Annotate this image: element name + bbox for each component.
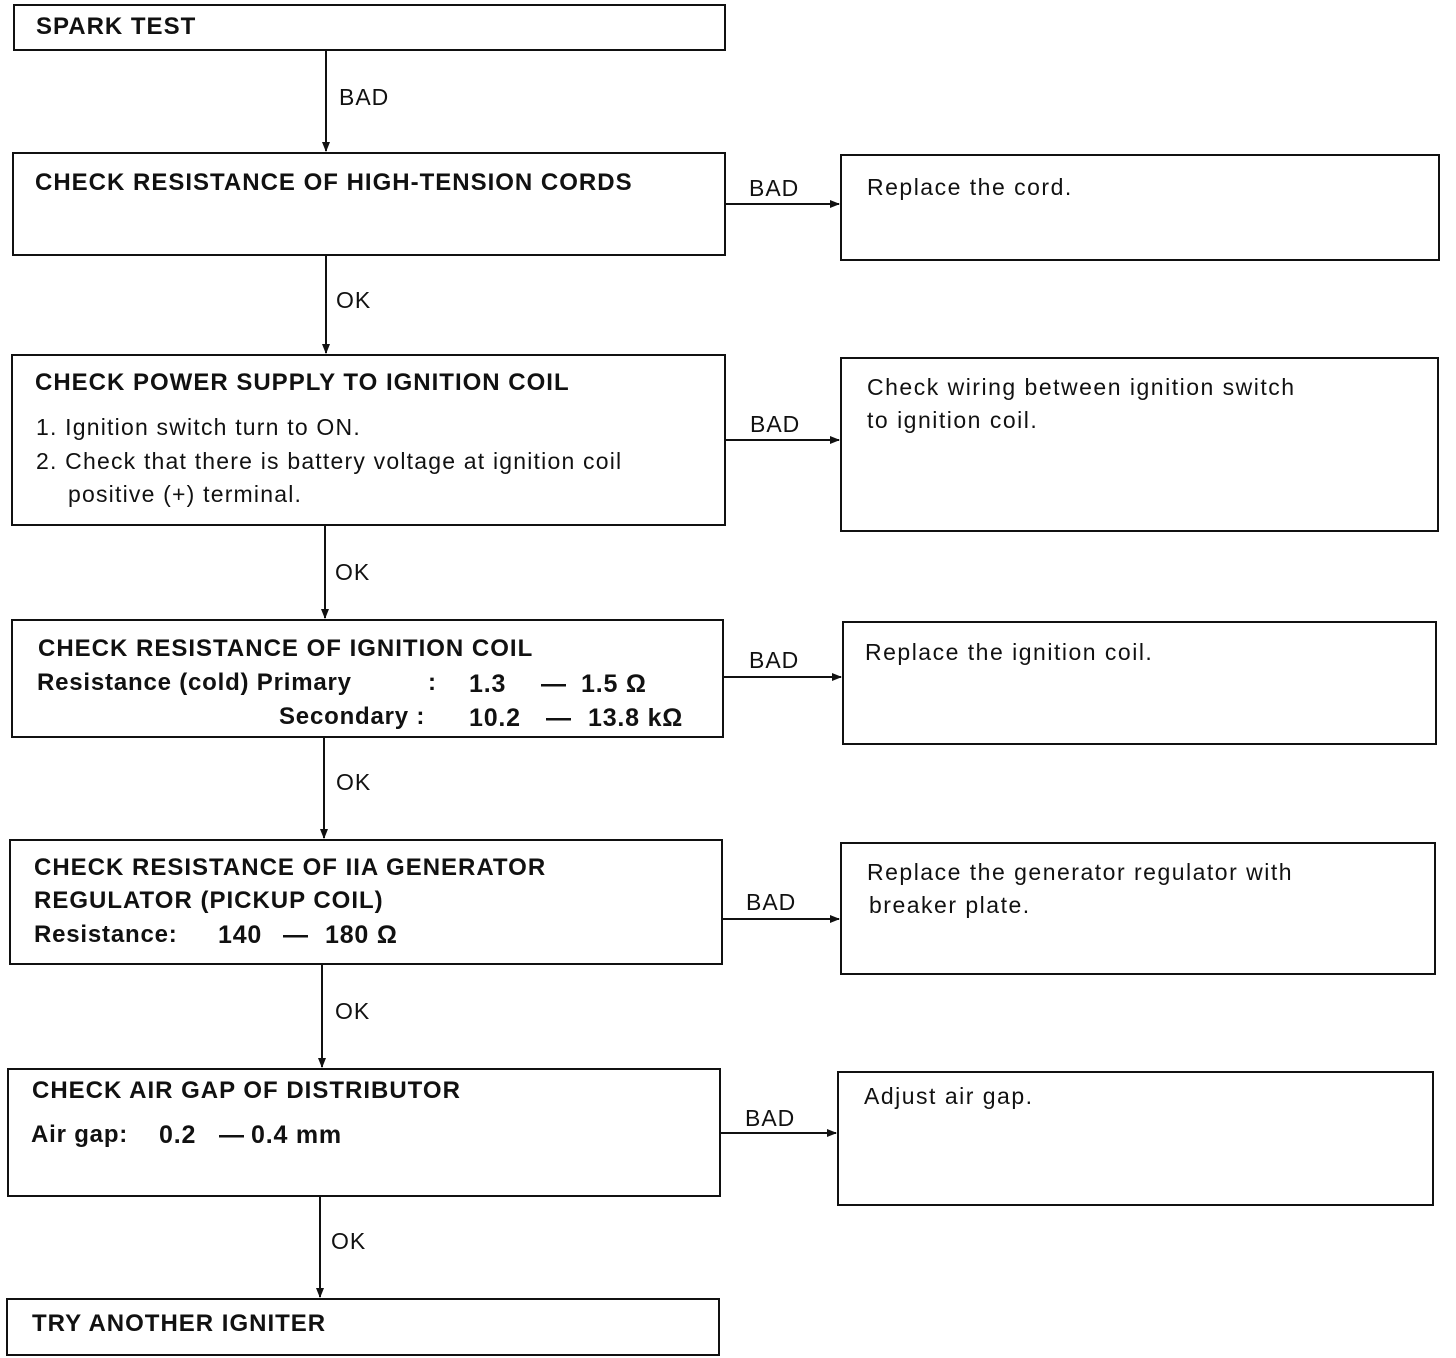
instruction-line: 2. Check that there is battery voltage at ignition coil [36, 448, 623, 474]
step-title: CHECK RESISTANCE OF IIA GENERATOR [34, 854, 547, 881]
action-text: Check wiring between ignition switch [867, 374, 1296, 400]
secondary-min-value: 10.2 [469, 704, 521, 732]
step-title: CHECK POWER SUPPLY TO IGNITION COIL [35, 369, 570, 396]
action-adjust-air-gap [837, 1071, 1434, 1206]
action-replace-ignition-coil [842, 621, 1437, 745]
connector-label-bad: BAD [750, 411, 801, 437]
step-title: TRY ANOTHER IGNITER [32, 1310, 327, 1337]
step-title: CHECK AIR GAP OF DISTRIBUTOR [32, 1077, 461, 1104]
action-replace-generator-regulator [840, 842, 1436, 975]
action-text: Adjust air gap. [864, 1083, 1034, 1109]
range-dash: — [541, 670, 567, 698]
spec-label-secondary: Secondary : [279, 703, 426, 730]
connector-label-bad: BAD [745, 1105, 796, 1131]
connector-label-ok: OK [336, 769, 372, 795]
action-text: Replace the ignition coil. [865, 639, 1154, 665]
primary-max-value: 1.5 Ω [581, 670, 647, 698]
action-text: to ignition coil. [867, 407, 1039, 433]
spec-label: Air gap: [31, 1121, 129, 1148]
instruction-line: positive (+) terminal. [68, 481, 303, 507]
step-title: CHECK RESISTANCE OF IGNITION COIL [38, 635, 534, 662]
step-try-another-igniter [6, 1298, 720, 1356]
range-dash: — [546, 704, 572, 732]
step-title: REGULATOR (PICKUP COIL) [34, 887, 384, 914]
step-check-high-tension-cords [12, 152, 726, 256]
connector-label-bad: BAD [746, 889, 797, 915]
range-dash: — [219, 1121, 245, 1149]
connector-label-bad: BAD [749, 175, 800, 201]
connector-label-bad: BAD [339, 84, 390, 110]
action-text: breaker plate. [869, 892, 1031, 918]
step-title: SPARK TEST [36, 13, 197, 40]
step-check-ignition-coil-resistance [11, 619, 724, 738]
range-dash: — [283, 921, 309, 949]
range-min-value: 0.2 [159, 1121, 197, 1149]
spec-label-primary: Resistance (cold) Primary [37, 669, 352, 696]
step-check-generator-regulator [9, 839, 723, 965]
connector-label-bad: BAD [749, 647, 800, 673]
range-min-value: 140 [218, 921, 263, 949]
connector-label-ok: OK [335, 559, 371, 585]
action-replace-cord [840, 154, 1440, 261]
secondary-max-value: 13.8 kΩ [588, 704, 684, 732]
spec-colon: : [428, 669, 437, 696]
instruction-line: 1. Ignition switch turn to ON. [36, 414, 361, 440]
connector-label-ok: OK [335, 998, 371, 1024]
step-spark-test [13, 4, 726, 51]
action-text: Replace the generator regulator with [867, 859, 1294, 885]
step-check-power-supply [11, 354, 726, 526]
connector-label-ok: OK [336, 287, 372, 313]
action-check-wiring [840, 357, 1439, 532]
primary-min-value: 1.3 [469, 670, 507, 698]
action-text: Replace the cord. [867, 174, 1073, 200]
range-max-value: 0.4 mm [251, 1121, 342, 1149]
range-max-value: 180 Ω [325, 921, 398, 949]
connector-label-ok: OK [331, 1228, 367, 1254]
spec-label: Resistance: [34, 921, 178, 948]
step-check-air-gap [7, 1068, 721, 1197]
step-title: CHECK RESISTANCE OF HIGH-TENSION CORDS [35, 169, 633, 196]
